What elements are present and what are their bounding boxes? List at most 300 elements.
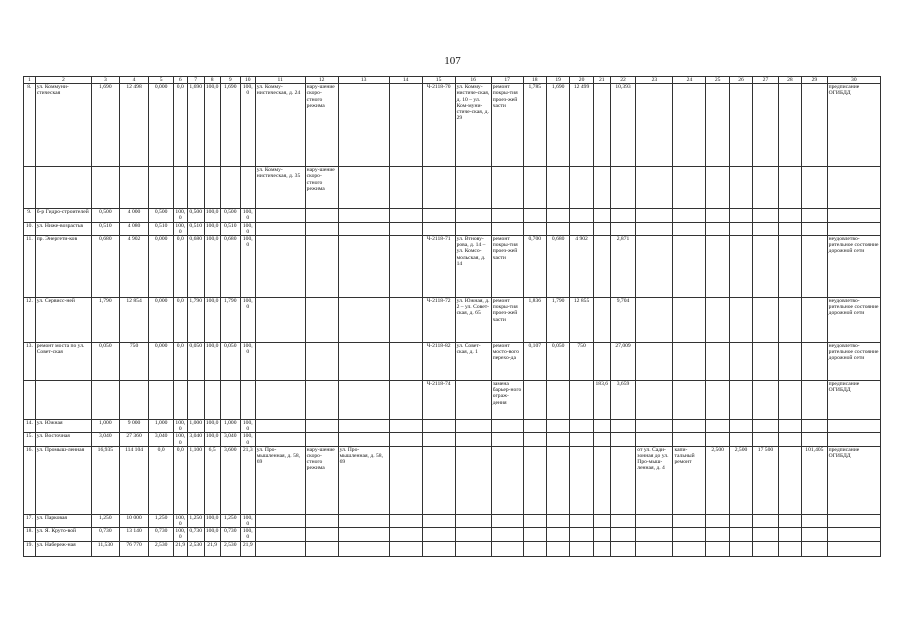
table-cell [706, 84, 729, 167]
table-cell: ул. Восточная [35, 433, 91, 446]
table-cell [593, 541, 610, 556]
table-cell [24, 167, 36, 209]
table-cell [610, 514, 636, 527]
table-cell [636, 222, 673, 235]
table-cell [305, 528, 338, 541]
table-cell [491, 514, 523, 527]
table-cell [593, 236, 610, 298]
table-cell [422, 222, 455, 235]
table-cell [255, 433, 305, 446]
table-cell [673, 420, 706, 433]
table-cell [389, 433, 422, 446]
table-cell [305, 236, 338, 298]
table-cell [729, 84, 752, 167]
table-cell [422, 541, 455, 556]
table-cell: ул. Южная [35, 420, 91, 433]
table-cell [827, 222, 880, 235]
table-cell: ул. Комму-нистическая, д. 35 [255, 167, 305, 209]
column-number: 3 [92, 77, 120, 84]
table-cell [422, 433, 455, 446]
table-cell [455, 446, 491, 514]
table-cell: 100,0 [240, 236, 255, 298]
table-cell [389, 236, 422, 298]
table-cell [753, 381, 779, 420]
table-cell [546, 222, 569, 235]
table-cell: 0,730 [92, 528, 120, 541]
table-cell: 4 902 [570, 236, 593, 298]
table-cell [706, 167, 729, 209]
table-cell: 1,000 [149, 420, 173, 433]
table-cell [593, 167, 610, 209]
table-cell [422, 446, 455, 514]
column-number: 23 [636, 77, 673, 84]
table-cell [305, 381, 338, 420]
table-cell [389, 528, 422, 541]
table-cell: 100,0 [204, 236, 220, 298]
table-cell [491, 420, 523, 433]
table-cell: 100,0 [204, 209, 220, 222]
table-cell [593, 298, 610, 343]
table-cell: 14. [24, 420, 36, 433]
table-cell [523, 514, 546, 527]
table-cell: ул. Комму-нистическая, д. 24 [255, 84, 305, 167]
table-cell: Ч-2118-74 [422, 381, 455, 420]
table-cell [778, 446, 801, 514]
table-cell: 0,0 [149, 446, 173, 514]
table-cell: замена барьер-ного ограж-дения [491, 381, 523, 420]
table-cell [673, 298, 706, 343]
table-cell: 3,040 [187, 433, 204, 446]
table-cell: Ч-2118-82 [422, 343, 455, 381]
table-cell [455, 433, 491, 446]
table-cell: 100,0 [173, 420, 187, 433]
table-cell: ул. Южная, д. 2 – ул. Совет-ская, д. 65 [455, 298, 491, 343]
table-row [24, 167, 881, 209]
table-cell [706, 222, 729, 235]
table-cell [706, 433, 729, 446]
table-cell [802, 420, 828, 433]
table-cell [636, 167, 673, 209]
table-cell [610, 222, 636, 235]
table-cell: 100,0 [173, 222, 187, 235]
table-cell [706, 541, 729, 556]
table-cell: 1,100 [187, 446, 204, 514]
table-row [24, 236, 881, 298]
table-cell [610, 433, 636, 446]
table-cell [389, 381, 422, 420]
table-cell [802, 209, 828, 222]
table-cell [593, 446, 610, 514]
table-cell [593, 222, 610, 235]
table-cell [173, 167, 187, 209]
table-cell [305, 420, 338, 433]
table-cell: ул. Я. Круто-вой [35, 528, 91, 541]
table-cell [570, 420, 593, 433]
table-cell [778, 433, 801, 446]
table-cell: 0,0 [173, 236, 187, 298]
table-cell [305, 433, 338, 446]
table-cell [204, 381, 220, 420]
table-cell [593, 420, 610, 433]
table-cell [338, 420, 389, 433]
table-cell [593, 209, 610, 222]
table-cell: 0,700 [523, 236, 546, 298]
table-cell [187, 167, 204, 209]
table-cell [778, 420, 801, 433]
table-cell: 2,871 [610, 236, 636, 298]
table-cell: 100,0 [240, 84, 255, 167]
table-cell [753, 541, 779, 556]
table-cell [729, 381, 752, 420]
table-cell [778, 381, 801, 420]
table-cell: 9 000 [119, 420, 149, 433]
table-cell [255, 514, 305, 527]
table-cell: 0,000 [149, 298, 173, 343]
table-cell: 3,659 [610, 381, 636, 420]
column-number: 26 [729, 77, 752, 84]
table-cell [305, 343, 338, 381]
table-cell: 3,040 [92, 433, 120, 446]
table-cell: 183,6 [593, 381, 610, 420]
table-cell [570, 514, 593, 527]
table-cell [636, 343, 673, 381]
column-number: 10 [240, 77, 255, 84]
table-row [24, 446, 881, 514]
table-cell [570, 433, 593, 446]
table-cell: 114 104 [119, 446, 149, 514]
table-cell: 76 770 [119, 541, 149, 556]
page-number: 107 [444, 55, 461, 67]
table-cell: 100,0 [240, 420, 255, 433]
table-cell [523, 420, 546, 433]
table-cell: предписание ОГИБДД [827, 84, 880, 167]
table-cell: ремонт мосто-вого перехо-да [491, 343, 523, 381]
table-cell [636, 528, 673, 541]
table-cell [802, 541, 828, 556]
table-cell [706, 420, 729, 433]
table-cell: 1,000 [220, 420, 240, 433]
column-number: 29 [802, 77, 828, 84]
table-cell: 0,510 [187, 222, 204, 235]
table-cell [673, 381, 706, 420]
table-cell: ул. Комму-нистиче-ская, д. 10 – ул. Ком-муни-стиче-ская, д. 29 [455, 84, 491, 167]
table-cell: ул. Совет-ская, д. 1 [455, 343, 491, 381]
table-cell [753, 343, 779, 381]
table-cell: 13. [24, 343, 36, 381]
table-cell: 4 000 [119, 209, 149, 222]
table-cell [546, 514, 569, 527]
table-cell [753, 514, 779, 527]
table-cell [636, 209, 673, 222]
table-cell [338, 528, 389, 541]
table-cell: 750 [570, 343, 593, 381]
table-cell [119, 167, 149, 209]
column-number: 18 [523, 77, 546, 84]
table-cell [523, 528, 546, 541]
column-number: 25 [706, 77, 729, 84]
table-cell [491, 222, 523, 235]
table-cell [753, 420, 779, 433]
table-row [24, 420, 881, 433]
table-cell [523, 541, 546, 556]
table-cell: 21,9 [204, 541, 220, 556]
table-cell [570, 222, 593, 235]
column-number: 28 [778, 77, 801, 84]
table-cell [802, 343, 828, 381]
column-number: 21 [593, 77, 610, 84]
table-cell: 27,009 [610, 343, 636, 381]
table-cell: 0,050 [187, 343, 204, 381]
table-cell [523, 209, 546, 222]
table-cell: Ч-2118-71 [422, 236, 455, 298]
table-cell [389, 514, 422, 527]
table-cell [305, 298, 338, 343]
table-cell: ул. Втнову-рова, д. 14 – ул. Комсо-мольская, д. 14 [455, 236, 491, 298]
column-number: 15 [422, 77, 455, 84]
table-cell: 100,0 [204, 420, 220, 433]
table-cell [570, 528, 593, 541]
table-cell: ремонт покры-тия проез-жей части [491, 84, 523, 167]
table-cell [305, 209, 338, 222]
table-cell: 4 902 [119, 236, 149, 298]
table-cell: 0,000 [149, 236, 173, 298]
table-cell: 1,785 [523, 84, 546, 167]
table-cell [673, 528, 706, 541]
table-cell: ул. Про-мышленная, д. 58, 69 [255, 446, 305, 514]
table-row [24, 528, 881, 541]
table-cell: Ч-2118-72 [422, 298, 455, 343]
table-cell [389, 343, 422, 381]
table-cell: 12 854 [119, 298, 149, 343]
table-cell: предписание ОГИБДД [827, 446, 880, 514]
table-cell [706, 298, 729, 343]
table-cell [491, 446, 523, 514]
table-cell [455, 167, 491, 209]
table-cell [593, 433, 610, 446]
table-cell: 0,500 [149, 209, 173, 222]
table-cell: 0,680 [220, 236, 240, 298]
table-cell [706, 528, 729, 541]
table-cell [491, 528, 523, 541]
table-cell: 101,405 [802, 446, 828, 514]
table-cell [546, 528, 569, 541]
table-row [24, 222, 881, 235]
table-cell [593, 84, 610, 167]
table-cell [729, 167, 752, 209]
table-cell [255, 209, 305, 222]
table-cell [778, 167, 801, 209]
table-cell [455, 420, 491, 433]
table-cell: 16. [24, 446, 36, 514]
table-cell [220, 381, 240, 420]
table-cell [523, 381, 546, 420]
table-cell [802, 298, 828, 343]
table-cell: 1,000 [187, 420, 204, 433]
table-cell [338, 167, 389, 209]
table-cell: Ч-2118-70 [422, 84, 455, 167]
table-cell: 3,040 [149, 433, 173, 446]
table-cell: нару-шение скоро-стного режима [305, 167, 338, 209]
table-cell [570, 381, 593, 420]
table-cell [240, 381, 255, 420]
table-row [24, 514, 881, 527]
table-cell: 1,790 [92, 298, 120, 343]
table-cell [778, 541, 801, 556]
table-cell [593, 528, 610, 541]
table-cell [255, 298, 305, 343]
table-cell: 6,5 [204, 446, 220, 514]
table-cell: 1,250 [92, 514, 120, 527]
table-cell [455, 514, 491, 527]
table-cell [827, 420, 880, 433]
table-cell: 100,0 [240, 514, 255, 527]
table-cell [491, 167, 523, 209]
table-cell [673, 222, 706, 235]
table-row [24, 343, 881, 381]
table-cell [610, 167, 636, 209]
table-cell [455, 222, 491, 235]
table-cell: 100,0 [173, 209, 187, 222]
table-cell [119, 381, 149, 420]
table-cell [305, 541, 338, 556]
table-cell: 100,0 [173, 528, 187, 541]
column-number: 13 [338, 77, 389, 84]
table-cell [729, 433, 752, 446]
table-cell: 21,9 [173, 541, 187, 556]
table-cell [523, 446, 546, 514]
table-cell: 0,0 [173, 84, 187, 167]
column-number: 5 [149, 77, 173, 84]
table-cell: 9. [24, 209, 36, 222]
table-row [24, 209, 881, 222]
table-cell: 2,530 [220, 541, 240, 556]
table-cell [706, 381, 729, 420]
table-cell [778, 528, 801, 541]
column-number: 19 [546, 77, 569, 84]
table-cell [255, 222, 305, 235]
table-cell [636, 298, 673, 343]
table-cell: 1,250 [187, 514, 204, 527]
table-cell [729, 298, 752, 343]
table-cell: 2,530 [149, 541, 173, 556]
table-cell [610, 446, 636, 514]
table-cell [636, 84, 673, 167]
table-cell [173, 381, 187, 420]
table-cell: 0,500 [220, 209, 240, 222]
table-cell [729, 343, 752, 381]
table-cell: 0,000 [149, 343, 173, 381]
table-cell: 27 360 [119, 433, 149, 446]
table-cell: 100,0 [240, 222, 255, 235]
table-cell [255, 343, 305, 381]
table-cell [338, 381, 389, 420]
table-cell [673, 541, 706, 556]
table-cell [778, 222, 801, 235]
table-cell [92, 381, 120, 420]
table-cell: 8. [24, 84, 36, 167]
table-cell [636, 514, 673, 527]
table-cell [593, 514, 610, 527]
table-cell: 100,0 [240, 343, 255, 381]
table-cell [802, 528, 828, 541]
table-cell [706, 236, 729, 298]
table-cell [827, 433, 880, 446]
table-cell [753, 236, 779, 298]
table-cell: 1,790 [220, 298, 240, 343]
table-cell [827, 167, 880, 209]
table-cell: 100,0 [240, 528, 255, 541]
table-cell [338, 343, 389, 381]
table-cell [422, 514, 455, 527]
table-cell [753, 298, 779, 343]
table-cell [455, 541, 491, 556]
table-cell [778, 236, 801, 298]
table-cell: 1,790 [187, 298, 204, 343]
table-cell [610, 528, 636, 541]
table-cell [422, 167, 455, 209]
table-cell [338, 209, 389, 222]
column-number-row [24, 77, 881, 84]
table-cell [610, 209, 636, 222]
table-cell: 0,510 [220, 222, 240, 235]
table-cell [546, 167, 569, 209]
column-number: 12 [305, 77, 338, 84]
table-cell [149, 167, 173, 209]
table-row [24, 84, 881, 167]
column-number: 17 [491, 77, 523, 84]
table-cell [729, 541, 752, 556]
table-cell [753, 222, 779, 235]
table-cell: 0,730 [187, 528, 204, 541]
column-number: 22 [610, 77, 636, 84]
table-cell [422, 420, 455, 433]
table-cell [673, 84, 706, 167]
table-cell: 0,050 [546, 343, 569, 381]
table-cell [706, 514, 729, 527]
table-row [24, 541, 881, 556]
table-cell [753, 433, 779, 446]
table-cell: 0,680 [187, 236, 204, 298]
table-cell [636, 381, 673, 420]
table-cell [24, 381, 36, 420]
table-cell: 11. [24, 236, 36, 298]
table-cell [636, 433, 673, 446]
table-cell: ремонт покры-тия проез-жей части [491, 298, 523, 343]
table-cell [255, 541, 305, 556]
table-cell: 17. [24, 514, 36, 527]
table-cell [827, 209, 880, 222]
table-cell [778, 209, 801, 222]
table-cell: 3,040 [220, 433, 240, 446]
table-cell [523, 167, 546, 209]
table-cell [778, 343, 801, 381]
table-cell [338, 222, 389, 235]
table-cell [753, 209, 779, 222]
table-cell: ул. Ниже-возрастьв [35, 222, 91, 235]
table-cell [673, 343, 706, 381]
table-cell: ул. Коммуни-стическая [35, 84, 91, 167]
table-cell [802, 381, 828, 420]
table-cell: 0,500 [187, 209, 204, 222]
table-cell [305, 222, 338, 235]
table-cell: ул. Про-мышленная, д. 58, 69 [338, 446, 389, 514]
table-cell [220, 167, 240, 209]
table-cell [546, 381, 569, 420]
table-cell: предписание ОГИБДД [827, 381, 880, 420]
table-cell: 0,510 [149, 222, 173, 235]
table-cell [706, 343, 729, 381]
table-cell [729, 222, 752, 235]
